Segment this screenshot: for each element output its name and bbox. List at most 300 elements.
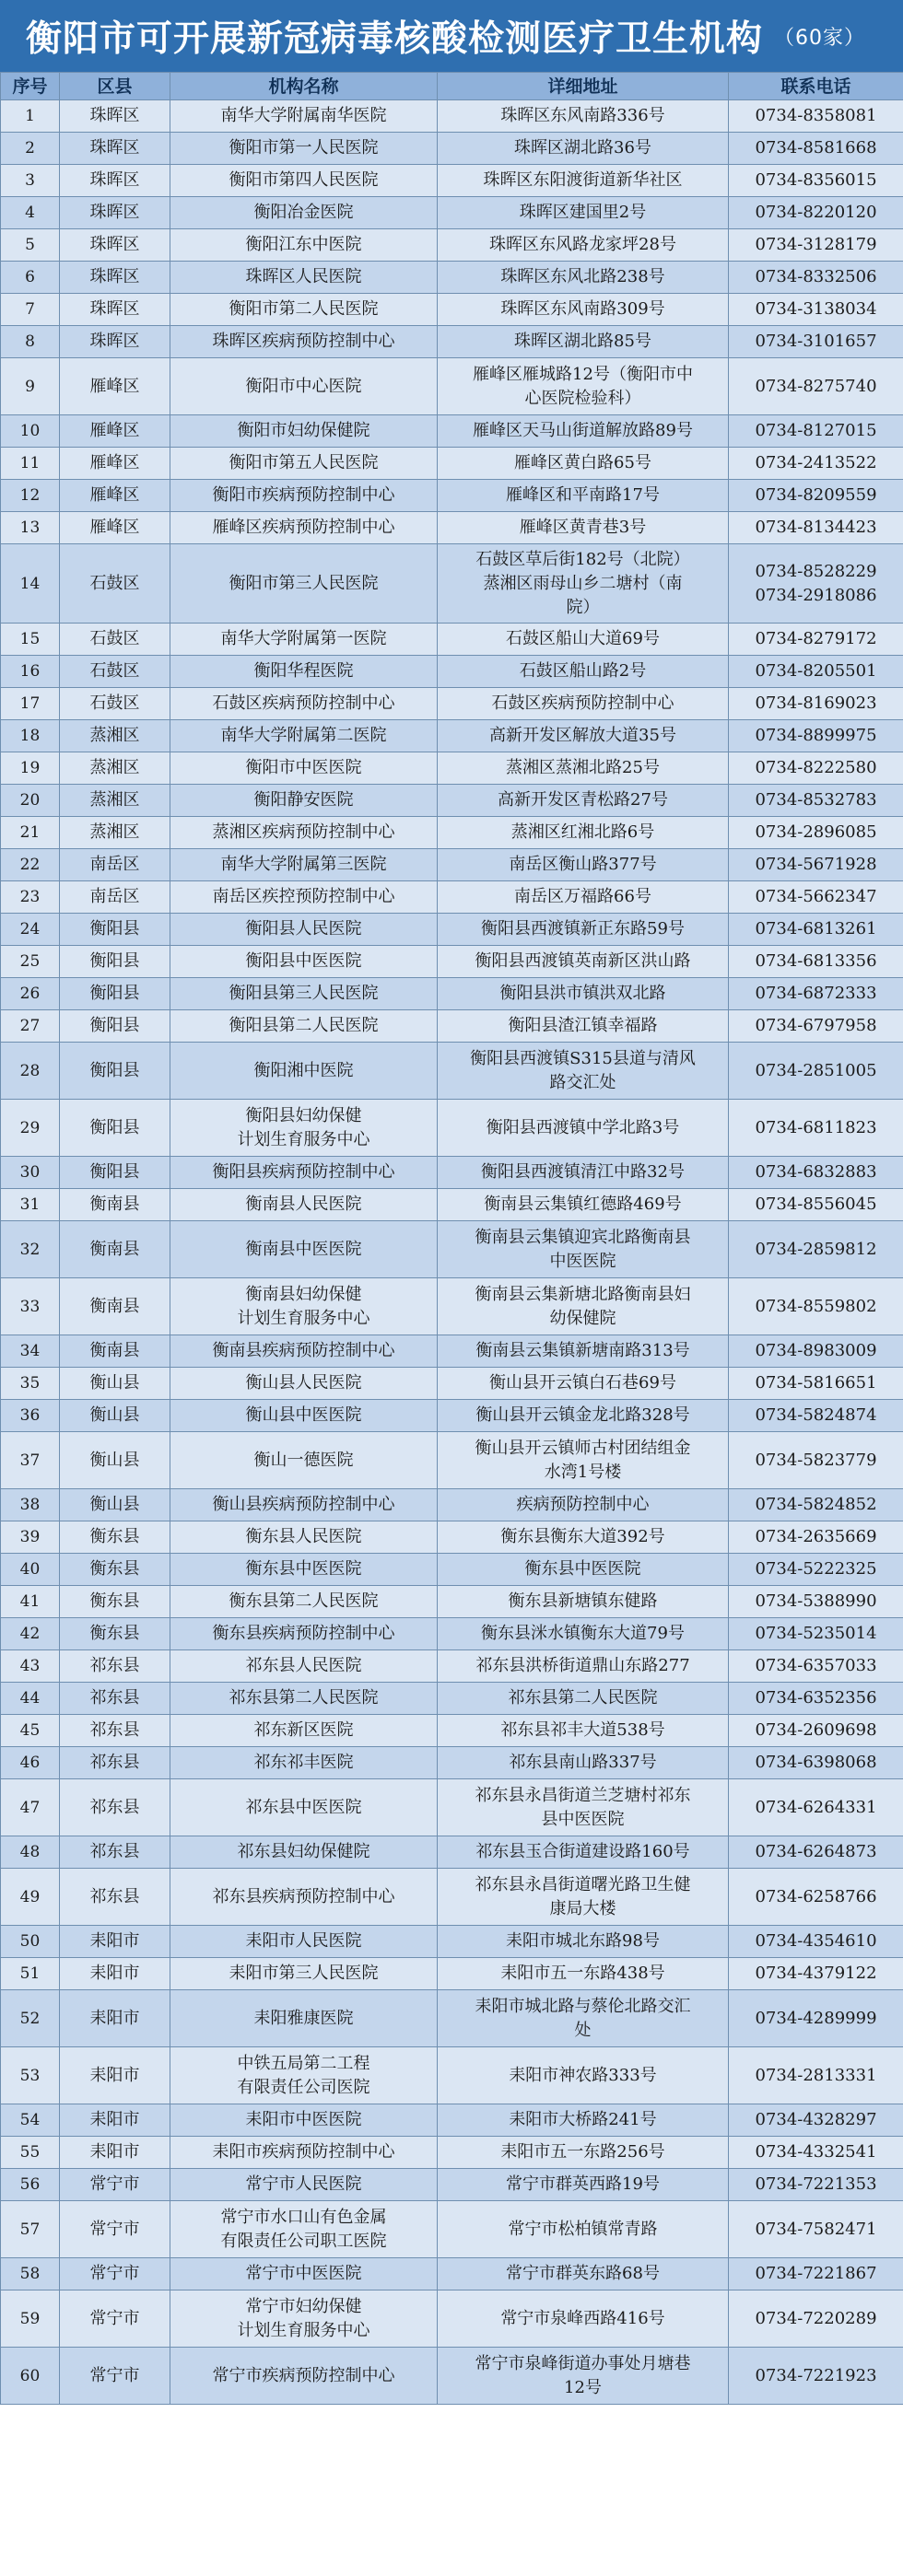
row-seq: 41 [1, 1586, 60, 1618]
row-institution-line: 常宁市中医医院 [245, 2264, 362, 2283]
row-institution [170, 1432, 438, 1489]
row-seq: 47 [1, 1779, 60, 1836]
row-address-line: 珠晖区湖北路85号 [514, 332, 651, 351]
row-address [438, 2169, 729, 2201]
row-institution-line: 计划生育服务中心 [237, 1308, 370, 1328]
row-address [438, 294, 729, 326]
row-institution-line: 计划生育服务中心 [237, 1129, 370, 1149]
row-address-line: 中医医院 [549, 1251, 616, 1271]
row-institution-line: 衡阳市第五人民医院 [229, 453, 379, 472]
table-row [1, 946, 903, 978]
row-address-line: 衡东县衡东大道392号 [500, 1527, 665, 1546]
row-district: 石鼓区 [60, 624, 170, 656]
row-phone [729, 946, 903, 978]
row-phone [729, 294, 903, 326]
row-seq: 27 [1, 1010, 60, 1043]
row-address-line: 珠晖区东风南路309号 [500, 299, 665, 319]
row-address-line: 蒸湘区红湘北路6号 [510, 822, 655, 842]
institution-count: （60家） [774, 26, 866, 50]
row-seq: 7 [1, 294, 60, 326]
row-institution-line: 衡阳市第三人民医院 [229, 573, 379, 593]
row-address [438, 1157, 729, 1189]
row-district: 常宁市 [60, 2348, 170, 2405]
row-institution-line: 衡山一德医院 [253, 1450, 354, 1470]
row-phone-line: 0734-7221353 [755, 2174, 877, 2194]
table-body [1, 100, 903, 2405]
row-seq: 31 [1, 1189, 60, 1221]
row-phone-line: 0734-6264331 [755, 1797, 877, 1817]
row-institution [170, 1010, 438, 1043]
row-phone [729, 881, 903, 914]
row-address-line: 衡阳县西渡镇英南新区洪山路 [475, 951, 691, 971]
row-phone-line: 0734-8222580 [755, 758, 877, 777]
row-address-line: 石鼓区疾病预防控制中心 [491, 694, 674, 713]
row-address [438, 1278, 729, 1335]
row-institution [170, 752, 438, 785]
table-row [1, 817, 903, 849]
table-row [1, 1400, 903, 1432]
row-seq: 58 [1, 2258, 60, 2290]
row-institution-line: 石鼓区疾病预防控制中心 [212, 694, 395, 713]
row-address [438, 326, 729, 358]
row-phone-line: 0734-8209559 [755, 485, 877, 505]
row-phone [729, 624, 903, 656]
row-seq: 23 [1, 881, 60, 914]
row-institution-line: 衡阳市第二人民医院 [229, 299, 379, 319]
row-address-line: 南岳区万福路66号 [514, 887, 651, 906]
table-row [1, 197, 903, 229]
row-address-line: 路交汇处 [549, 1072, 616, 1092]
row-phone [729, 1100, 903, 1157]
table-row [1, 656, 903, 688]
row-address-line: 衡阳县西渡镇新正东路59号 [481, 919, 685, 938]
row-seq: 52 [1, 1990, 60, 2047]
row-address-line: 疾病预防控制中心 [516, 1495, 650, 1514]
row-seq: 8 [1, 326, 60, 358]
table-row [1, 1432, 903, 1489]
table-row [1, 2348, 903, 2405]
row-address [438, 720, 729, 752]
row-phone-line: 0734-6872333 [755, 984, 877, 1003]
row-phone-line: 0734-4354610 [755, 1931, 877, 1951]
row-address [438, 978, 729, 1010]
table-row [1, 1368, 903, 1400]
row-phone-line: 0734-6352356 [755, 1688, 877, 1708]
row-address-line: 衡阳县渣江镇幸福路 [508, 1016, 658, 1035]
row-institution [170, 1586, 438, 1618]
row-district: 石鼓区 [60, 656, 170, 688]
row-address [438, 448, 729, 480]
row-institution [170, 688, 438, 720]
row-address [438, 1836, 729, 1869]
row-address [438, 1715, 729, 1747]
table-row [1, 1554, 903, 1586]
row-phone [729, 1400, 903, 1432]
row-seq: 1 [1, 100, 60, 133]
row-address-line: 耒阳市城北路与蔡伦北路交汇 [475, 1996, 691, 2016]
row-phone-line: 0734-6811823 [755, 1117, 877, 1137]
row-phone [729, 1926, 903, 1958]
row-address [438, 100, 729, 133]
row-phone [729, 1335, 903, 1368]
row-institution-line: 南华大学附属第二医院 [220, 726, 387, 745]
row-seq: 37 [1, 1432, 60, 1489]
row-district: 珠晖区 [60, 133, 170, 165]
row-district: 衡阳县 [60, 914, 170, 946]
row-phone-line: 0734-6832883 [755, 1162, 877, 1182]
row-phone-line: 0734-5235014 [755, 1624, 877, 1643]
row-address [438, 133, 729, 165]
row-address-line: 县中医医院 [541, 1809, 625, 1829]
row-address [438, 2258, 729, 2290]
row-district: 耒阳市 [60, 2047, 170, 2104]
row-seq: 39 [1, 1521, 60, 1554]
row-phone-line: 0734-5671928 [755, 855, 877, 874]
row-address [438, 1043, 729, 1100]
row-institution [170, 2201, 438, 2258]
table-row [1, 2137, 903, 2169]
row-institution [170, 133, 438, 165]
row-address [438, 849, 729, 881]
table-row [1, 1278, 903, 1335]
row-seq: 35 [1, 1368, 60, 1400]
row-district: 祁东县 [60, 1715, 170, 1747]
row-address [438, 544, 729, 624]
row-phone [729, 656, 903, 688]
row-phone-line: 0734-8581668 [755, 138, 877, 157]
row-address-line: 衡山县开云镇金龙北路328号 [475, 1405, 690, 1425]
row-institution-line: 中铁五局第二工程 [237, 2053, 370, 2073]
row-phone [729, 358, 903, 415]
row-seq: 42 [1, 1618, 60, 1650]
row-district: 衡阳县 [60, 946, 170, 978]
row-seq: 44 [1, 1683, 60, 1715]
row-institution-line: 衡山县中医医院 [245, 1405, 362, 1425]
row-address [438, 1554, 729, 1586]
row-phone-line: 0734-5824874 [755, 1405, 877, 1425]
table-row [1, 1869, 903, 1926]
row-phone-line: 0734-6357033 [755, 1656, 877, 1675]
row-district: 珠晖区 [60, 165, 170, 197]
row-institution-line: 祁东县妇幼保健院 [237, 1842, 370, 1861]
row-address-line: 耒阳市五一东路256号 [500, 2142, 665, 2162]
row-phone [729, 100, 903, 133]
row-address-line: 珠晖区东风北路238号 [500, 267, 665, 286]
row-district: 耒阳市 [60, 2104, 170, 2137]
row-institution-line: 常宁市水口山有色金属 [220, 2207, 387, 2227]
table-row [1, 1747, 903, 1779]
row-address-line: 高新开发区解放大道35号 [489, 726, 676, 745]
row-district: 珠晖区 [60, 100, 170, 133]
row-institution-line: 衡阳市第一人民医院 [229, 138, 379, 157]
row-district: 衡阳县 [60, 1157, 170, 1189]
row-institution-line: 南岳区疾控预防控制中心 [212, 887, 395, 906]
row-institution-line: 有限责任公司职工医院 [220, 2231, 387, 2251]
row-address [438, 512, 729, 544]
row-institution [170, 358, 438, 415]
row-address-line: 院） [566, 597, 600, 617]
table-row [1, 165, 903, 197]
row-institution [170, 720, 438, 752]
row-address-line: 石鼓区草后街182号（北院） [475, 549, 690, 569]
row-address-line: 衡南县云集镇迎宾北路衡南县 [475, 1227, 691, 1247]
row-address-line: 祁东县南山路337号 [509, 1753, 657, 1772]
document-title-bar [0, 0, 903, 72]
row-district: 衡南县 [60, 1221, 170, 1278]
row-district: 衡阳县 [60, 1100, 170, 1157]
row-phone [729, 133, 903, 165]
row-phone [729, 326, 903, 358]
row-seq: 57 [1, 2201, 60, 2258]
row-institution [170, 544, 438, 624]
table-row [1, 2201, 903, 2258]
row-institution [170, 881, 438, 914]
row-seq: 2 [1, 133, 60, 165]
row-district: 衡南县 [60, 1278, 170, 1335]
row-seq: 21 [1, 817, 60, 849]
row-address-line: 常宁市泉峰西路416号 [500, 2308, 665, 2328]
row-institution [170, 817, 438, 849]
row-phone [729, 1554, 903, 1586]
row-institution-line: 衡南县疾病预防控制中心 [212, 1341, 395, 1360]
row-institution [170, 294, 438, 326]
row-address-line: 祁东县永昌街道兰芝塘村祁东 [475, 1785, 691, 1805]
row-institution-line: 雁峰区疾病预防控制中心 [212, 518, 395, 537]
row-district: 衡山县 [60, 1489, 170, 1521]
row-address-line: 常宁市泉峰街道办事处月塘巷 [475, 2353, 691, 2373]
row-institution-line: 祁东县疾病预防控制中心 [212, 1886, 395, 1906]
row-institution-line: 衡阳江东中医院 [245, 235, 362, 254]
row-district: 雁峰区 [60, 512, 170, 544]
row-seq: 9 [1, 358, 60, 415]
row-institution-line: 耒阳市疾病预防控制中心 [212, 2142, 395, 2162]
row-phone [729, 1010, 903, 1043]
row-district: 衡东县 [60, 1554, 170, 1586]
row-address-line: 幼保健院 [549, 1308, 616, 1328]
row-institution-line: 衡阳华程医院 [253, 661, 354, 681]
table-row [1, 1586, 903, 1618]
row-institution-line: 衡南县人民医院 [245, 1195, 362, 1214]
table-row [1, 448, 903, 480]
row-address [438, 1100, 729, 1157]
table-row [1, 1650, 903, 1683]
row-address-line: 常宁市群英西路19号 [506, 2174, 660, 2194]
row-phone-line: 0734-3101657 [755, 332, 877, 351]
row-phone-line: 0734-3138034 [755, 299, 877, 319]
row-address [438, 1489, 729, 1521]
row-institution [170, 1650, 438, 1683]
row-phone-line: 0734-8983009 [755, 1341, 877, 1360]
row-institution [170, 1189, 438, 1221]
row-phone-line: 0734-6813261 [755, 919, 877, 938]
row-phone-line: 0734-6813356 [755, 951, 877, 971]
row-institution-line: 衡东县第二人民医院 [229, 1591, 379, 1611]
row-phone [729, 1715, 903, 1747]
row-phone-line: 0734-8279172 [755, 629, 877, 648]
row-phone-line: 0734-8332506 [755, 267, 877, 286]
row-phone [729, 914, 903, 946]
row-address [438, 752, 729, 785]
row-phone [729, 1221, 903, 1278]
row-seq: 60 [1, 2348, 60, 2405]
row-seq: 10 [1, 415, 60, 448]
row-phone [729, 1683, 903, 1715]
row-phone-line: 0734-6398068 [755, 1753, 877, 1772]
row-address [438, 1400, 729, 1432]
row-phone [729, 1368, 903, 1400]
row-phone-line: 0734-2635669 [755, 1527, 877, 1546]
row-seq: 13 [1, 512, 60, 544]
header-seq: 序号 [1, 73, 60, 100]
row-phone-line: 0734-8220120 [755, 203, 877, 222]
row-address-line: 珠晖区东风路龙家坪28号 [489, 235, 676, 254]
row-institution [170, 326, 438, 358]
row-phone [729, 1432, 903, 1489]
institution-table [0, 72, 903, 2405]
table-row [1, 785, 903, 817]
row-phone-line: 0734-5816651 [755, 1373, 877, 1393]
table-row [1, 1836, 903, 1869]
row-address-line: 衡山县开云镇师古村团结组金 [475, 1438, 691, 1458]
row-address-line: 衡阳县西渡镇中学北路3号 [486, 1117, 680, 1137]
table-row [1, 1335, 903, 1368]
row-institution-line: 衡阳市中医医院 [245, 758, 362, 777]
row-address [438, 2348, 729, 2405]
row-phone-line: 0734-7220289 [755, 2308, 877, 2328]
row-phone [729, 1836, 903, 1869]
row-address [438, 2047, 729, 2104]
row-institution [170, 2290, 438, 2348]
row-institution [170, 978, 438, 1010]
row-institution [170, 100, 438, 133]
row-institution [170, 2104, 438, 2137]
row-seq: 5 [1, 229, 60, 262]
row-phone [729, 1278, 903, 1335]
row-seq: 43 [1, 1650, 60, 1683]
row-district: 雁峰区 [60, 415, 170, 448]
row-phone-line: 0734-8356015 [755, 170, 877, 190]
row-district: 祁东县 [60, 1683, 170, 1715]
row-address [438, 1618, 729, 1650]
row-institution [170, 1157, 438, 1189]
row-address-line: 衡山县开云镇白石巷69号 [489, 1373, 676, 1393]
row-district: 衡山县 [60, 1432, 170, 1489]
row-district: 衡东县 [60, 1618, 170, 1650]
row-phone-line: 0734-2859812 [755, 1239, 877, 1259]
row-district: 雁峰区 [60, 480, 170, 512]
row-phone [729, 415, 903, 448]
row-seq: 14 [1, 544, 60, 624]
row-phone-line: 0734-4332541 [755, 2142, 877, 2162]
row-phone-line: 0734-4379122 [755, 1964, 877, 1983]
table-row [1, 849, 903, 881]
row-address-line: 祁东县第二人民医院 [508, 1688, 658, 1708]
row-phone [729, 1521, 903, 1554]
row-seq: 45 [1, 1715, 60, 1747]
row-institution-line: 衡阳市第四人民医院 [229, 170, 379, 190]
table-header-row [1, 73, 903, 100]
row-address [438, 1586, 729, 1618]
row-address-line: 衡东县新塘镇东健路 [508, 1591, 658, 1611]
row-phone [729, 448, 903, 480]
row-district: 祁东县 [60, 1650, 170, 1683]
row-institution-line: 衡阳市疾病预防控制中心 [212, 485, 395, 505]
row-institution [170, 480, 438, 512]
row-district: 雁峰区 [60, 358, 170, 415]
row-phone-line: 0734-2813331 [755, 2065, 877, 2085]
table-row [1, 1221, 903, 1278]
table-row [1, 229, 903, 262]
row-institution [170, 624, 438, 656]
table-row [1, 1189, 903, 1221]
row-seq: 55 [1, 2137, 60, 2169]
row-phone [729, 1189, 903, 1221]
row-seq: 34 [1, 1335, 60, 1368]
row-address-line: 耒阳市神农路333号 [509, 2065, 657, 2085]
table-row [1, 1100, 903, 1157]
row-seq: 40 [1, 1554, 60, 1586]
row-phone [729, 1747, 903, 1779]
row-phone-line: 0734-6797958 [755, 1016, 877, 1035]
row-phone [729, 1043, 903, 1100]
row-institution [170, 1521, 438, 1554]
table-row [1, 100, 903, 133]
row-phone-line: 0734-4328297 [755, 2110, 877, 2129]
row-address [438, 817, 729, 849]
row-institution [170, 849, 438, 881]
row-institution [170, 2169, 438, 2201]
row-address [438, 2104, 729, 2137]
row-phone [729, 2047, 903, 2104]
row-address-line: 蒸湘区蒸湘北路25号 [506, 758, 660, 777]
row-phone-line: 0734-2896085 [755, 822, 877, 842]
row-phone [729, 262, 903, 294]
table-row [1, 512, 903, 544]
row-address-line: 衡东县洣水镇衡东大道79号 [481, 1624, 685, 1643]
row-institution-line: 衡阳县第三人民医院 [229, 984, 379, 1003]
row-institution-line: 常宁市人民医院 [245, 2174, 362, 2194]
row-district: 衡东县 [60, 1521, 170, 1554]
row-address-line: 石鼓区船山路2号 [519, 661, 647, 681]
row-institution-line: 耒阳市中医医院 [245, 2110, 362, 2129]
row-phone-line: 0734-6264873 [755, 1842, 877, 1861]
row-address [438, 262, 729, 294]
row-address [438, 165, 729, 197]
row-institution-line: 计划生育服务中心 [237, 2320, 370, 2340]
row-phone-line: 0734-7582471 [755, 2219, 877, 2239]
table-row [1, 1010, 903, 1043]
table-row [1, 1779, 903, 1836]
row-phone-line: 0734-2413522 [755, 453, 877, 472]
row-district: 耒阳市 [60, 2137, 170, 2169]
row-institution [170, 1958, 438, 1990]
row-address [438, 229, 729, 262]
row-phone [729, 817, 903, 849]
row-institution-line: 南华大学附属第一医院 [220, 629, 387, 648]
row-address-line: 雁峰区雁城路12号（衡阳市中 [473, 364, 693, 384]
row-address-line: 珠晖区东风南路336号 [500, 106, 665, 125]
row-phone-line: 0734-8134423 [755, 518, 877, 537]
row-address-line: 耒阳市五一东路438号 [500, 1964, 665, 1983]
row-address [438, 1683, 729, 1715]
table-row [1, 326, 903, 358]
table-row [1, 294, 903, 326]
row-phone [729, 512, 903, 544]
row-institution-line: 衡阳县人民医院 [245, 919, 362, 938]
row-address [438, 1368, 729, 1400]
row-district: 耒阳市 [60, 1958, 170, 1990]
row-address [438, 688, 729, 720]
